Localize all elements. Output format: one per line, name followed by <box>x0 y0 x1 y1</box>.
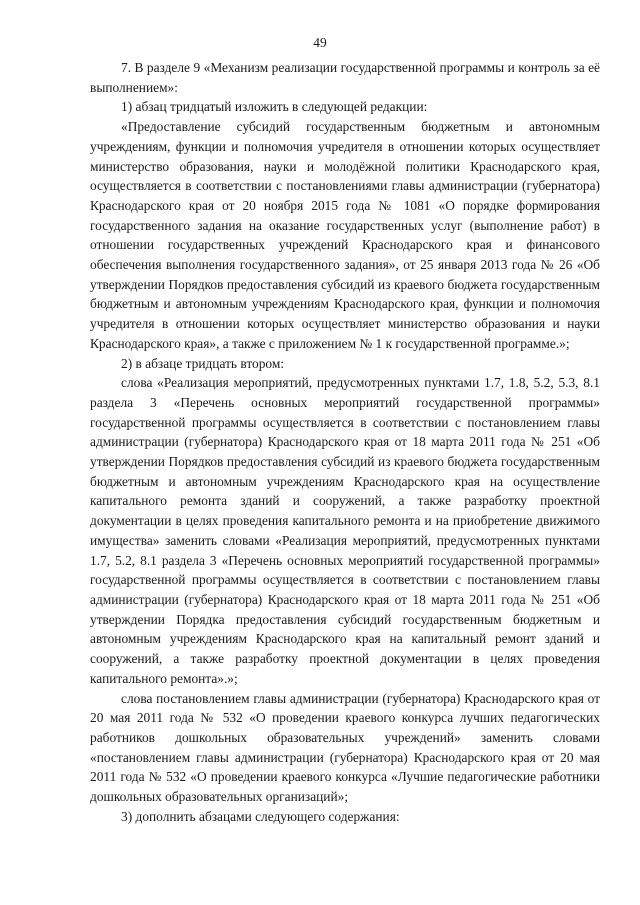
paragraph-quoted-text: «Предоставление субсидий государственным бюджетным и автономным учреждениям, функции и полномочия учредителя в отношении которых осуществляет министерство образования, науки и молодёжной политики Краснодарского края, осуществляется в соответствии с постановлениями главы администрации (губернатора) Краснодарского края от 20 ноября 2015 года № 1081 «О порядке формирования государственного задания на оказание государственных услуг (выполнение работ) в отношении государственных учреждений Краснодарского края и финансового обеспечения выполнения государственного задания», от 25 января 2013 года № 26 «Об утверждении Порядков предоставления субсидий из краевого бюджета государственным бюджетным и автономным учреждениям Краснодарского края, функции и полномочия учредителя в отношении которых осуществляет министерство образования и науки Краснодарского края», а также с приложением № 1 к государственной программе.»; <box>90 119 600 351</box>
paragraph-replacement-1: слова «Реализация мероприятий, предусмотренных пунктами 1.7, 1.8, 5.2, 5.3, 8.1 раздела 3 «Перечень основных мероприятий государственной программы» государственной программы осуществляется в соответствии с постановлением главы администрации (губернатора) Краснодарского края от 18 марта 2011 года № 251 «Об утверждении Порядков предоставления субсидий из краевого бюджета государственным бюджетным и автономным учреждениям Краснодарского края на осуществление капитального ремонта зданий и сооружений, а также разработку проектной документации в целях проведения капитального ремонта и на приобретение движимого имущества» заменить словами «Реализация мероприятий, предусмотренных пунктами 1.7, 5.2, 8.1 раздела 3 «Перечень основных мероприятий государственной программы» государственной программы осуществляется в соответствии с постановлением главы администрации (губернатора) Краснодарского края от 18 марта 2011 года № 251 «Об утверждении Порядка предоставления субсидий государственным бюджетным и автономным учреждениям Краснодарского края на капитальный ремонт зданий и сооружений, а также разработку проектной документации в целях проведения капитального ремонта».»; <box>90 375 600 686</box>
paragraph-item-1: 1) абзац тридцатый изложить в следующей редакции: <box>121 99 428 115</box>
document-body <box>90 58 600 826</box>
paragraph-item-3: 3) дополнить абзацами следующего содержания: <box>121 808 400 824</box>
paragraph-section-heading: 7. В разделе 9 «Механизм реализации государственной программы и контроль за её выполнением»: <box>90 60 600 95</box>
page-number: 49 <box>313 35 327 50</box>
paragraph-item-2: 2) в абзаце тридцать втором: <box>121 355 285 371</box>
paragraph-replacement-2: слова постановлением главы администрации (губернатора) Краснодарского края от 20 мая 2011 года № 532 «О проведении краевого конкурса лучших педагогических работников дошкольных образовательных учреждений» заменить словами «постановлением главы администрации (губернатора) Краснодарского края от 20 мая 2011 года № 532 «О проведении краевого конкурса «Лучшие педагогические работники дошкольных образовательных организаций»; <box>90 690 600 805</box>
